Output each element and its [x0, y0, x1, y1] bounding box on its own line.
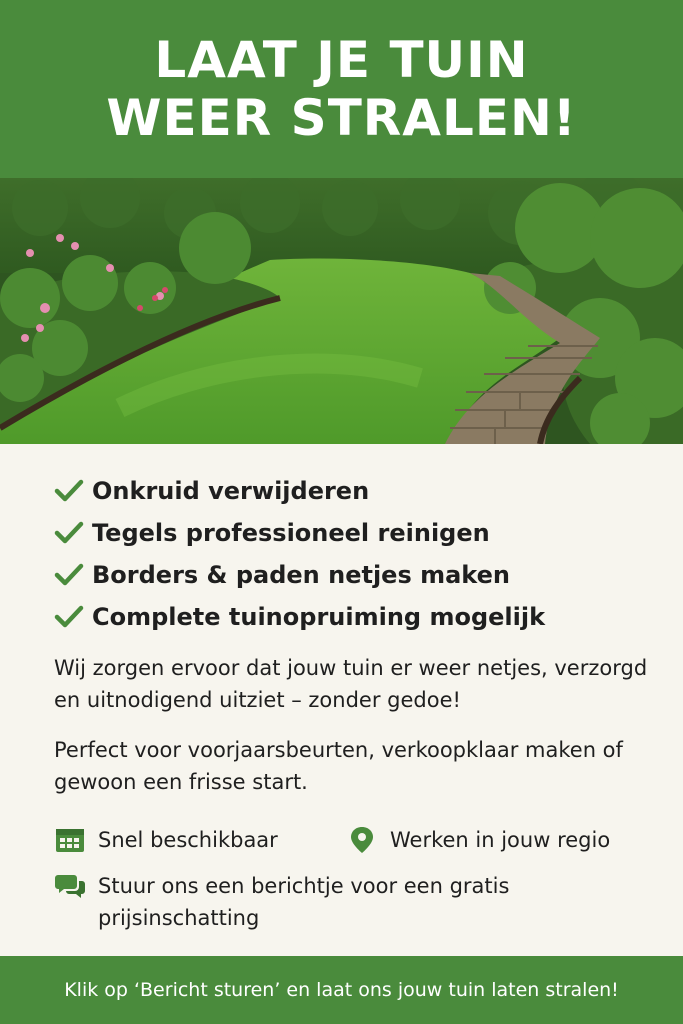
chat-bubbles-icon: [54, 872, 86, 900]
checkmark-icon: [54, 520, 84, 546]
garden-illustration: [0, 178, 683, 444]
feature-message: [54, 870, 614, 934]
feature-label: Stuur ons een berichtje voor een gratis prijsinschatting: [98, 874, 510, 930]
feature-label: Snel beschikbaar: [98, 828, 278, 852]
garden-photo: [0, 178, 683, 444]
checkmark-icon: [54, 562, 84, 588]
checklist-label: Borders & paden netjes maken: [92, 561, 510, 589]
feature-region: [346, 824, 610, 856]
checklist-label: Tegels professioneel reinigen: [92, 519, 490, 547]
use-case-paragraph: Perfect voor voorjaarsbeurten, verkoopklaar maken of gewoon een frisse start.: [54, 738, 623, 794]
footer-cta-text: Klik op ‘Bericht sturen’ en laat ons jouw tuin laten stralen!: [64, 979, 619, 1001]
checklist-item: [54, 512, 545, 554]
header-banner: [0, 0, 683, 178]
content-panel: [0, 444, 683, 956]
location-pin-icon: [346, 826, 378, 854]
calendar-icon: [54, 826, 86, 854]
checklist-label: Onkruid verwijderen: [92, 477, 370, 505]
checklist-item: [54, 596, 545, 638]
service-checklist: [54, 470, 545, 638]
checklist-item: [54, 554, 545, 596]
checkmark-icon: [54, 478, 84, 504]
footer-cta-banner: [0, 956, 683, 1024]
checklist-item: [54, 470, 545, 512]
checklist-label: Complete tuinopruiming mogelijk: [92, 603, 546, 631]
headline-line-2: WEER STRALEN!: [106, 89, 577, 147]
headline-line-1: LAAT JE TUIN: [154, 31, 529, 89]
checkmark-icon: [54, 604, 84, 630]
feature-label: Werken in jouw regio: [390, 828, 611, 852]
intro-paragraph: Wij zorgen ervoor dat jouw tuin er weer netjes, verzorgd en uitnodigend uitziet – zonder gedoe!: [54, 656, 648, 712]
feature-fast-availability: [54, 824, 278, 856]
